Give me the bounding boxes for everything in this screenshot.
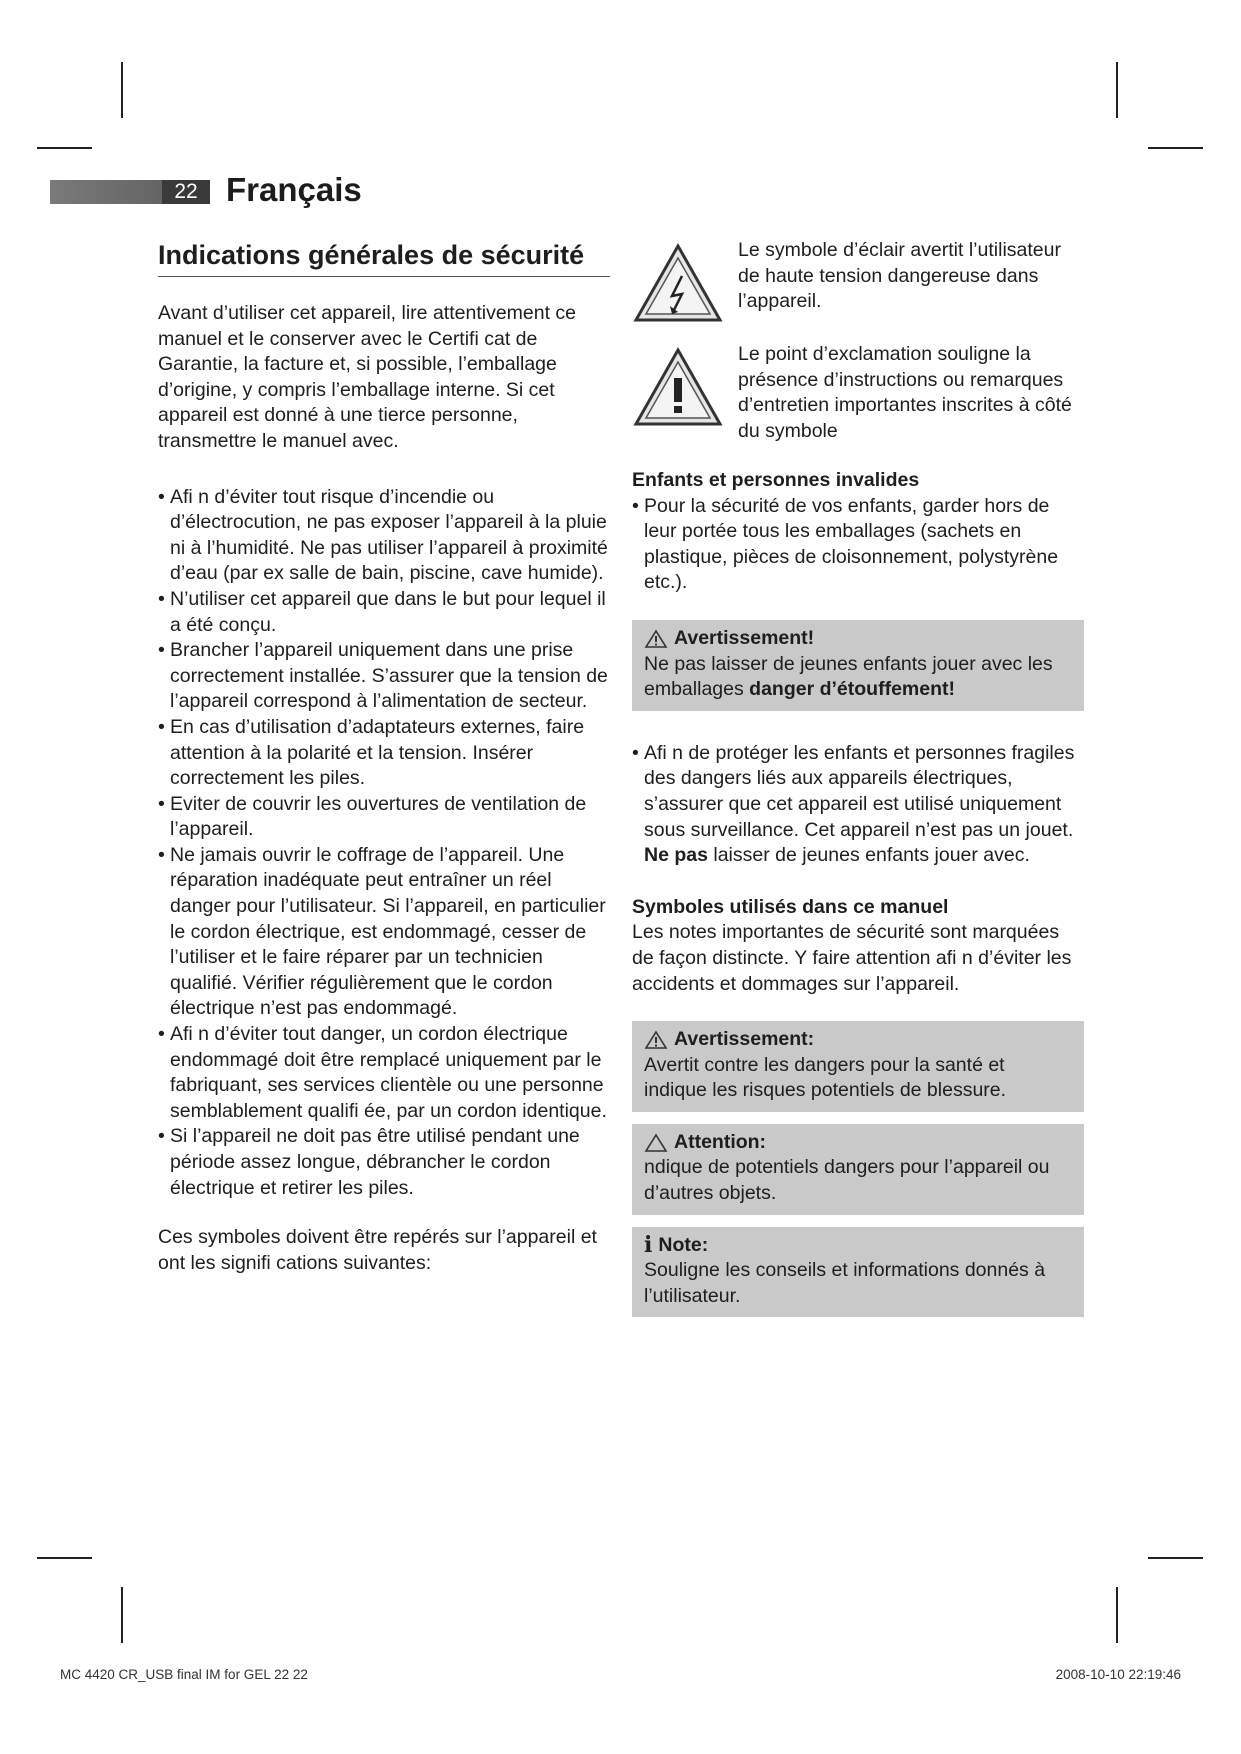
note-box-title: Note: bbox=[658, 1233, 709, 1256]
crop-mark bbox=[1148, 147, 1203, 149]
warning-box-children bbox=[632, 620, 1084, 711]
exclamation-symbol-text: Le point d’exclamation souligne la présence d’instructions ou remarques d’entretien importantes inscrites à côté du symbole bbox=[738, 343, 1072, 442]
children-section bbox=[632, 468, 1082, 596]
crop-mark bbox=[37, 1557, 92, 1559]
protect-list bbox=[632, 741, 1082, 869]
list-item: • En cas d’utilisation d’adaptateurs externes, faire attention à la polarité et la tension. Insérer correctement les piles. bbox=[158, 715, 613, 792]
intro-paragraph: Avant d’utiliser cet appareil, lire attentivement ce manuel et le conserver avec le Certifi cat de Garantie, la facture et, si possible, l’emballage d’origine, y compris l’emballage interne. Si cet appareil est donné à une tierce personne, transmettre le manuel avec. bbox=[158, 302, 577, 452]
warning-triangle-icon bbox=[644, 629, 668, 649]
symbols-text: Les notes importantes de sécurité sont marquées de façon distincte. Y faire attention afi n d’éviter les accidents et dommages sur l’appareil. bbox=[632, 921, 1072, 995]
note-box-text: Souligne les conseils et informations donnés à l’utilisateur. bbox=[644, 1259, 1046, 1307]
info-icon: i bbox=[644, 1232, 653, 1259]
exclamation-warning-icon bbox=[632, 346, 724, 428]
page-number: 22 bbox=[162, 180, 210, 204]
crop-mark bbox=[1148, 1557, 1203, 1559]
lightning-symbol-text: Le symbole d’éclair avertit l’utilisateur de haute tension dangereuse dans l’appareil. bbox=[738, 239, 1061, 313]
children-list bbox=[632, 494, 1082, 596]
list-item: • Afi n d’éviter tout danger, un cordon électrique endommagé doit être remplacé uniquement par le fabriquant, ses services clientèle ou une personne semblablement qualifi ée, par un cordon identique. bbox=[158, 1022, 613, 1124]
crop-mark bbox=[1116, 1587, 1118, 1643]
lightning-warning-icon bbox=[632, 242, 724, 324]
attention-box-text: ndique de potentiels dangers pour l’appareil ou d’autres objets. bbox=[644, 1156, 1050, 1205]
attention-triangle-icon bbox=[644, 1133, 668, 1153]
list-item: • Brancher l’appareil uniquement dans une prise correctement installée. S’assurer que la tension de l’appareil correspond à l’alimentation de secteur. bbox=[158, 638, 613, 715]
safety-list bbox=[158, 485, 613, 1202]
list-item: • N’utiliser cet appareil que dans le but pour lequel il a été conçu. bbox=[158, 587, 613, 638]
warning-box-text: Ne pas laisser de jeunes enfants jouer avec les emballages danger d’étouffement! bbox=[644, 652, 1053, 701]
symbols-section bbox=[632, 895, 1082, 997]
footer-file-info: MC 4420 CR_USB final IM for GEL 22 22 bbox=[60, 1667, 308, 1682]
lightning-symbol-row bbox=[632, 238, 1082, 334]
crop-mark bbox=[1116, 62, 1118, 118]
children-heading: Enfants et personnes invalides bbox=[632, 469, 920, 491]
right-column bbox=[632, 238, 1082, 1317]
list-item: • Pour la sécurité de vos enfants, garder hors de leur portée tous les emballages (sachets en plastique, pièces de cloisonnement, polystyrène etc.). bbox=[632, 494, 1082, 596]
footer-timestamp: 2008-10-10 22:19:46 bbox=[1055, 1667, 1181, 1682]
list-item: • Eviter de couvrir les ouvertures de ventilation de l’appareil. bbox=[158, 792, 613, 843]
language-title: Français bbox=[226, 171, 362, 208]
exclamation-symbol-row bbox=[632, 342, 1082, 442]
warning-box-text: Avertit contre les dangers pour la santé et indique les risques potentiels de blessure. bbox=[644, 1053, 1007, 1102]
list-item: • Afi n de protéger les enfants et personnes fragiles des dangers liés aux appareils électriques, s’assurer que cet appareil est utilisé uniquement sous surveillance. Cet appareil n’est pas un jouet. Ne pas laisser de jeunes enfants jouer avec. bbox=[632, 741, 1082, 869]
warning-triangle-icon bbox=[644, 1030, 668, 1050]
symbols-heading: Symboles utilisés dans ce manuel bbox=[632, 895, 949, 918]
section-title: Indications générales de sécurité bbox=[158, 238, 610, 277]
crop-mark bbox=[121, 1587, 123, 1643]
warning-box bbox=[632, 1021, 1084, 1112]
warning-box-title: Avertissement: bbox=[674, 1028, 815, 1051]
closing-paragraph: Ces symboles doivent être repérés sur l’appareil et ont les signifi cations suivantes: bbox=[158, 1226, 597, 1274]
warning-box-title: Avertissement! bbox=[644, 626, 1072, 652]
attention-box bbox=[632, 1124, 1084, 1215]
list-item: • Ne jamais ouvrir le coffrage de l’appareil. Une réparation inadéquate peut entraîner un réel danger pour l’utilisateur. Si l’appareil, en particulier le cordon électrique, est endommagé, cesser de l’utiliser et le faire réparer par un technicien qualifié. Vérifier régulièrement que le cordon électrique n’est pas endommagé. bbox=[158, 843, 613, 1022]
attention-box-title: Attention: bbox=[674, 1130, 767, 1153]
crop-mark bbox=[37, 147, 92, 149]
note-box bbox=[632, 1227, 1084, 1318]
left-column bbox=[158, 238, 613, 1276]
list-item: • Si l’appareil ne doit pas être utilisé pendant une période assez longue, débrancher le cordon électrique et retirer les piles. bbox=[158, 1124, 613, 1201]
list-item: • Afi n d’éviter tout risque d’incendie ou d’électrocution, ne pas exposer l’appareil à la pluie ni à l’humidité. Ne pas utiliser l’appareil à proximité d’eau (par ex salle de bain, piscine, cave humide). bbox=[158, 485, 613, 587]
crop-mark bbox=[121, 62, 123, 118]
